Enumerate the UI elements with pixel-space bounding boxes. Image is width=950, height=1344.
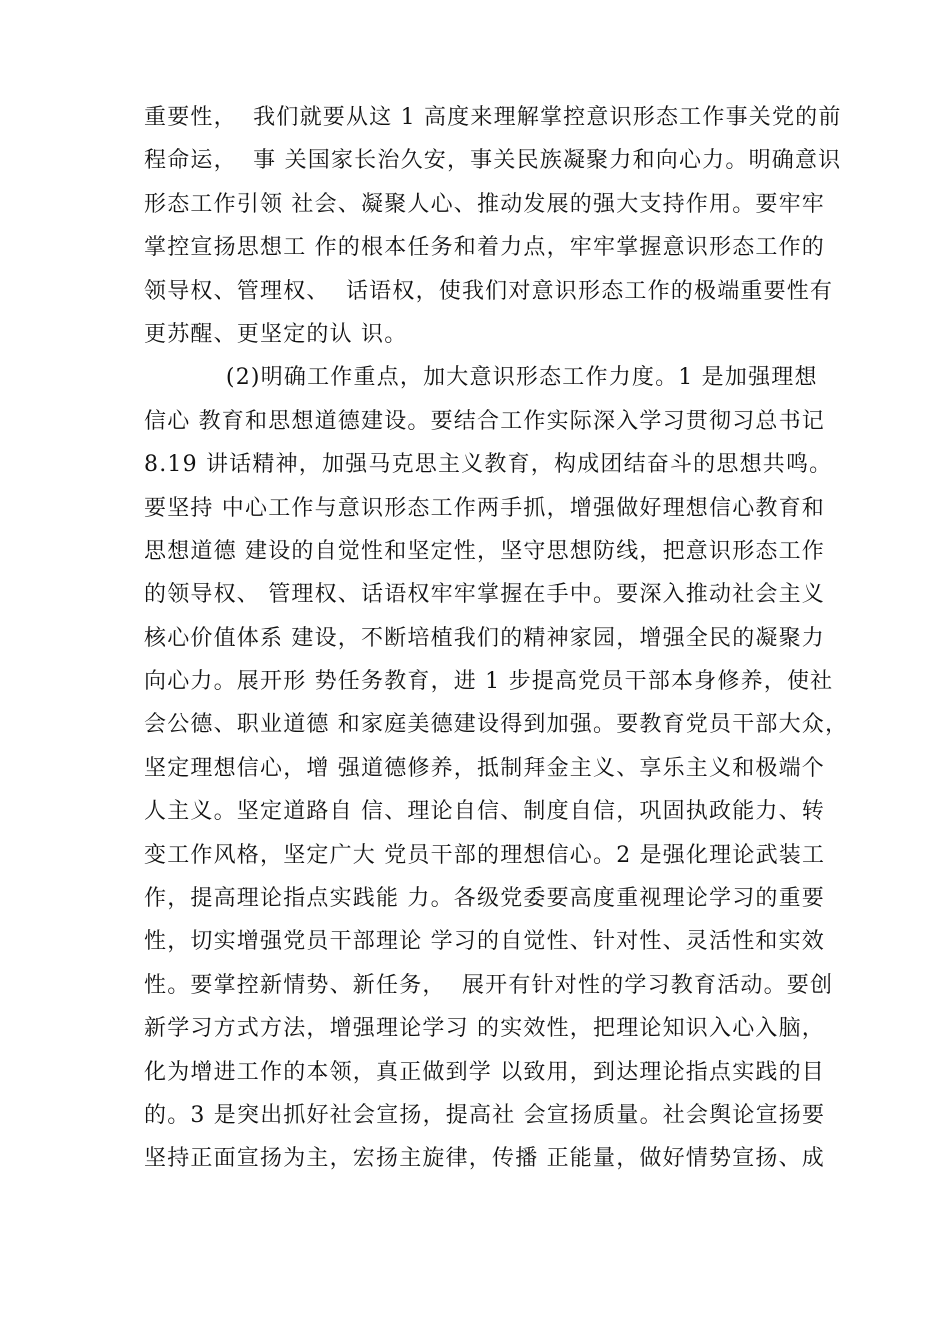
text-line: 更苏醒、更坚定的认 识。 xyxy=(144,321,408,347)
text-line: 会公德、职业道德 和家庭美德建设得到加强。要教育党员干部大众， xyxy=(144,712,849,738)
text-line: (2)明确工作重点，加大意识形态工作力度。1 是加强理想 xyxy=(144,365,818,391)
text-line: 的。3 是突出抓好社会宣扬，提高社 会宣扬质量。社会舆论宣扬要 xyxy=(144,1102,826,1128)
text-line: 领导权、管理权、 话语权，使我们对意识形态工作的极端重要性有 xyxy=(144,278,834,304)
text-line: 的领导权、 管理权、话语权牢牢掌握在手中。要深入推动社会主义 xyxy=(144,582,825,608)
text-line: 思想道德 建设的自觉性和坚定性，坚守思想防线，把意识形态工作 xyxy=(144,538,825,564)
text-line: 作，提高理论指点实践能 力。各级党委要高度重视理论学习的重要 xyxy=(144,886,825,912)
text-line: 性，切实增强党员干部理论 学习的自觉性、针对性、灵活性和实效 xyxy=(144,929,825,955)
text-line: 化为增进工作的本领，真正做到学 以致用，到达理论指点实践的目 xyxy=(144,1059,825,1085)
text-line: 8.19 讲话精神，加强马克思主义教育，构成团结奋斗的思想共鸣。 xyxy=(144,452,833,478)
text-line: 新学习方式方法，增强理论学习 的实效性，把理论知识入心入脑， xyxy=(144,1016,825,1042)
text-line: 人主义。坚定道路自 信、理论自信、制度自信，巩固执政能力、转 xyxy=(144,799,825,825)
text-line: 向心力。展开形 势任务教育，进 1 步提高党员干部本身修养，使社 xyxy=(144,669,834,695)
text-line: 性。要掌控新情势、新任务， 展开有针对性的学习教育活动。要创 xyxy=(144,972,834,998)
text-line: 掌控宣扬思想工 作的根本任务和着力点，牢牢掌握意识形态工作的 xyxy=(144,235,825,261)
text-line: 变工作风格，坚定广大 党员干部的理想信心。2 是强化理论武装工 xyxy=(144,842,826,868)
text-line: 核心价值体系 建设，不断培植我们的精神家园，增强全民的凝聚力 xyxy=(144,625,825,651)
text-line: 坚定理想信心，增 强道德修养，抵制拜金主义、享乐主义和极端个 xyxy=(144,755,825,781)
body-text xyxy=(144,96,849,1181)
text-line: 程命运， 事 关国家长治久安，事关民族凝聚力和向心力。明确意识 xyxy=(144,148,842,174)
text-line: 坚持正面宣扬为主，宏扬主旋律，传播 正能量，做好情势宣扬、成 xyxy=(144,1146,825,1172)
text-line: 形态工作引领 社会、凝聚人心、推动发展的强大支持作用。要牢牢 xyxy=(144,191,825,217)
text-line: 重要性， 我们就要从这 1 高度来理解掌控意识形态工作事关党的前 xyxy=(144,105,842,130)
text-line: 要坚持 中心工作与意识形态工作两手抓，增强做好理想信心教育和 xyxy=(144,495,825,521)
text-line: 信心 教育和思想道德建设。要结合工作实际深入学习贯彻习总书记 xyxy=(144,408,825,434)
